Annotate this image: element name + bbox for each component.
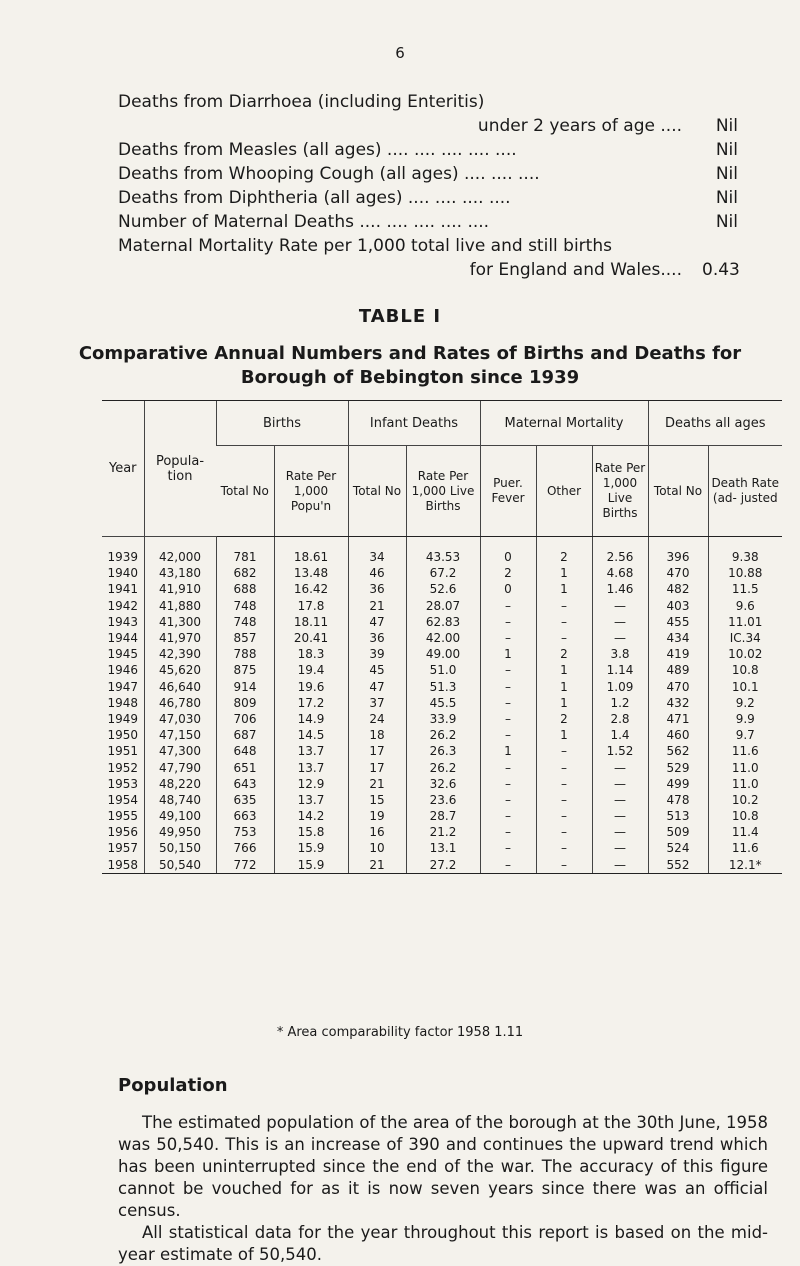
cell-year: 1957 (107, 841, 139, 856)
cell-infant-total: 37 (348, 695, 406, 711)
col-other-header: Other (536, 446, 592, 537)
cell-infant-total: 17 (348, 743, 406, 759)
cell-infant-rate: 67.2 (406, 565, 480, 581)
cell-maternal-rate: 4.68 (592, 565, 648, 581)
stat-value: Nil (715, 140, 738, 160)
cell-death-rate: 10.88 (708, 565, 782, 581)
cell-death-rate: 9.38 (708, 537, 782, 566)
cell-infant-total: 34 (348, 537, 406, 566)
cell-infant-total: 39 (348, 646, 406, 662)
cell-population: 43,180 (144, 565, 216, 581)
cell-population: 49,100 (144, 808, 216, 824)
cell-infant-total: 16 (348, 824, 406, 840)
cell-births-total: 651 (216, 759, 274, 775)
cell-maternal-rate: — (592, 598, 648, 614)
cell-other: 1 (536, 565, 592, 581)
cell-puer-fever: – (480, 792, 536, 808)
cell-births-rate: 15.8 (274, 824, 348, 840)
col-infant-rate-header: Rate Per 1,000 Live Births (406, 446, 480, 537)
stat-label: Deaths from Measles (all ages) .... .... .... .... .... (118, 140, 517, 160)
cell-deaths-total: 455 (648, 614, 708, 630)
population-text (118, 1112, 768, 1266)
cell-infant-rate: 49.00 (406, 646, 480, 662)
stat-line (118, 90, 738, 114)
cell-other: – (536, 743, 592, 759)
cell-death-rate: IC.34 (708, 630, 782, 646)
cell-population: 49,950 (144, 824, 216, 840)
table-row (102, 695, 782, 711)
cell-infant-total: 36 (348, 630, 406, 646)
cell-other: – (536, 857, 592, 874)
cell-infant-rate: 52.6 (406, 581, 480, 597)
cell-infant-total: 10 (348, 840, 406, 856)
cell-infant-total: 24 (348, 711, 406, 727)
cell-puer-fever: – (480, 711, 536, 727)
cell-infant-total: 15 (348, 792, 406, 808)
cell-population: 42,390 (144, 646, 216, 662)
cell-year: 1949 (107, 711, 139, 726)
cell-death-rate: 10.8 (708, 808, 782, 824)
cell-death-rate: 11.6 (708, 840, 782, 856)
cell-deaths-total: 499 (648, 776, 708, 792)
stat-label: Maternal Mortality Rate per 1,000 total live and still births (118, 236, 612, 256)
cell-deaths-total: 562 (648, 743, 708, 759)
cell-deaths-total: 432 (648, 695, 708, 711)
stat-label: Deaths from Whooping Cough (all ages) .... .... .... (118, 164, 540, 184)
col-death-rate-header: Death Rate (ad- justed (708, 446, 782, 537)
cell-births-rate: 15.9 (274, 840, 348, 856)
population-paragraph: All statistical data for the year throughout this report is based on the mid-year estimate of 50,540. (118, 1223, 768, 1264)
cell-year: 1942 (107, 598, 139, 613)
cell-puer-fever: – (480, 759, 536, 775)
cell-deaths-total: 513 (648, 808, 708, 824)
stat-label: for England and Wales.... (469, 260, 682, 280)
cell-year: 1946 (107, 663, 139, 678)
cell-births-total: 753 (216, 824, 274, 840)
cell-births-rate: 14.5 (274, 727, 348, 743)
cell-infant-rate: 45.5 (406, 695, 480, 711)
cell-population: 50,540 (144, 857, 216, 874)
cell-puer-fever: – (480, 776, 536, 792)
cell-puer-fever: – (480, 630, 536, 646)
cell-maternal-rate: — (592, 857, 648, 874)
cell-deaths-total: 403 (648, 598, 708, 614)
cell-puer-fever: – (480, 808, 536, 824)
cell-other: 1 (536, 581, 592, 597)
table-row (102, 759, 782, 775)
cell-infant-total: 17 (348, 759, 406, 775)
cell-births-total: 809 (216, 695, 274, 711)
mortality-statistics (118, 90, 738, 282)
table-row (102, 662, 782, 678)
cell-births-rate: 15.9 (274, 857, 348, 874)
cell-births-total: 914 (216, 679, 274, 695)
cell-death-rate: 12.1* (708, 857, 782, 874)
cell-other: 1 (536, 662, 592, 678)
group-deaths-all-ages-header: Deaths all ages (648, 401, 782, 446)
cell-maternal-rate: — (592, 630, 648, 646)
stat-value (702, 90, 738, 114)
population-paragraph: The estimated population of the area of the borough at the 30th June, 1958 was 50,540. This is an increase of 390 and continues the upward trend which has been uninterrupted since the end of the war. The accuracy of this figure cannot be vouched for as it is now seven years since there was an official census. (118, 1113, 768, 1220)
cell-puer-fever: – (480, 679, 536, 695)
cell-puer-fever: – (480, 614, 536, 630)
cell-births-rate: 13.48 (274, 565, 348, 581)
cell-births-rate: 14.2 (274, 808, 348, 824)
group-births-header: Births (216, 401, 348, 446)
cell-other: – (536, 840, 592, 856)
cell-maternal-rate: 1.2 (592, 695, 648, 711)
table-row (102, 581, 782, 597)
cell-births-total: 781 (216, 537, 274, 566)
cell-year: 1953 (107, 776, 139, 791)
cell-infant-rate: 42.00 (406, 630, 480, 646)
cell-births-total: 772 (216, 857, 274, 874)
cell-population: 41,880 (144, 598, 216, 614)
table-row (102, 679, 782, 695)
stat-label: under 2 years of age .... (477, 116, 682, 136)
cell-infant-total: 36 (348, 581, 406, 597)
cell-death-rate: 11.01 (708, 614, 782, 630)
cell-deaths-total: 471 (648, 711, 708, 727)
cell-infant-rate: 27.2 (406, 857, 480, 874)
cell-deaths-total: 524 (648, 840, 708, 856)
cell-death-rate: 9.7 (708, 727, 782, 743)
cell-death-rate: 11.0 (708, 759, 782, 775)
cell-infant-rate: 26.2 (406, 727, 480, 743)
cell-year: 1951 (107, 744, 139, 759)
cell-infant-total: 46 (348, 565, 406, 581)
cell-other: 2 (536, 537, 592, 566)
cell-maternal-rate: 1.52 (592, 743, 648, 759)
cell-births-rate: 19.6 (274, 679, 348, 695)
cell-maternal-rate: 3.8 (592, 646, 648, 662)
cell-births-total: 748 (216, 598, 274, 614)
cell-other: – (536, 759, 592, 775)
cell-births-rate: 20.41 (274, 630, 348, 646)
cell-year: 1941 (107, 582, 139, 597)
table-row (102, 857, 782, 874)
cell-infant-rate: 43.53 (406, 537, 480, 566)
group-maternal-mortality-header: Maternal Mortality (480, 401, 648, 446)
stat-label: Deaths from Diphtheria (all ages) .... .... .... .... (118, 188, 511, 208)
cell-infant-rate: 32.6 (406, 776, 480, 792)
cell-year: 1950 (107, 728, 139, 743)
table-row (102, 840, 782, 856)
col-deaths-total-header: Total No (648, 446, 708, 537)
cell-maternal-rate: 1.09 (592, 679, 648, 695)
cell-deaths-total: 470 (648, 679, 708, 695)
stat-line (118, 210, 738, 234)
cell-infant-rate: 26.3 (406, 743, 480, 759)
cell-deaths-total: 552 (648, 857, 708, 874)
cell-infant-total: 18 (348, 727, 406, 743)
col-population-header: Popula- tion (144, 401, 216, 537)
cell-infant-rate: 13.1 (406, 840, 480, 856)
cell-puer-fever: – (480, 695, 536, 711)
cell-births-total: 706 (216, 711, 274, 727)
cell-infant-rate: 33.9 (406, 711, 480, 727)
cell-other: 2 (536, 646, 592, 662)
cell-puer-fever: – (480, 662, 536, 678)
cell-births-rate: 19.4 (274, 662, 348, 678)
cell-deaths-total: 482 (648, 581, 708, 597)
cell-births-rate: 18.3 (274, 646, 348, 662)
stat-value: Nil (715, 188, 738, 208)
cell-births-rate: 17.8 (274, 598, 348, 614)
cell-population: 50,150 (144, 840, 216, 856)
cell-population: 47,030 (144, 711, 216, 727)
cell-deaths-total: 470 (648, 565, 708, 581)
cell-year: 1952 (107, 760, 139, 775)
cell-infant-rate: 23.6 (406, 792, 480, 808)
population-heading: Population (118, 1075, 228, 1096)
cell-maternal-rate: — (592, 776, 648, 792)
col-puer-fever-header: Puer. Fever (480, 446, 536, 537)
col-births-rate-header: Rate Per 1,000 Popu'n (274, 446, 348, 537)
cell-puer-fever: – (480, 598, 536, 614)
cell-population: 47,150 (144, 727, 216, 743)
cell-death-rate: 10.8 (708, 662, 782, 678)
cell-population: 47,300 (144, 743, 216, 759)
cell-births-rate: 18.61 (274, 537, 348, 566)
cell-births-rate: 13.7 (274, 792, 348, 808)
cell-deaths-total: 529 (648, 759, 708, 775)
table-row (102, 808, 782, 824)
cell-births-total: 643 (216, 776, 274, 792)
cell-deaths-total: 419 (648, 646, 708, 662)
cell-maternal-rate: 2.56 (592, 537, 648, 566)
stat-label: Deaths from Diarrhoea (including Enteritis) (118, 92, 485, 112)
stat-value: Nil (715, 212, 738, 232)
cell-maternal-rate: — (592, 840, 648, 856)
cell-other: 1 (536, 695, 592, 711)
cell-infant-total: 47 (348, 679, 406, 695)
stat-value: 0.43 (702, 260, 740, 280)
cell-maternal-rate: 2.8 (592, 711, 648, 727)
cell-infant-rate: 62.83 (406, 614, 480, 630)
cell-infant-total: 21 (348, 776, 406, 792)
cell-deaths-total: 478 (648, 792, 708, 808)
cell-other: – (536, 776, 592, 792)
cell-other: – (536, 630, 592, 646)
page-number: 6 (395, 44, 405, 62)
cell-death-rate: 11.0 (708, 776, 782, 792)
table-subtitle: Comparative Annual Numbers and Rates of Births and Deaths for Borough of Bebington since 1939 (78, 343, 742, 388)
cell-death-rate: 9.9 (708, 711, 782, 727)
cell-births-total: 648 (216, 743, 274, 759)
cell-births-total: 766 (216, 840, 274, 856)
cell-year: 1944 (107, 631, 139, 646)
cell-infant-rate: 21.2 (406, 824, 480, 840)
cell-year: 1948 (107, 695, 139, 710)
stat-line (118, 234, 738, 258)
cell-population: 46,780 (144, 695, 216, 711)
cell-births-total: 748 (216, 614, 274, 630)
cell-births-rate: 12.9 (274, 776, 348, 792)
cell-year: 1940 (107, 566, 139, 581)
cell-infant-total: 21 (348, 857, 406, 874)
cell-other: – (536, 792, 592, 808)
cell-deaths-total: 489 (648, 662, 708, 678)
cell-year: 1945 (107, 647, 139, 662)
cell-year: 1958 (102, 857, 144, 874)
cell-births-rate: 13.7 (274, 759, 348, 775)
cell-other: – (536, 824, 592, 840)
cell-death-rate: 10.1 (708, 679, 782, 695)
cell-births-rate: 18.11 (274, 614, 348, 630)
cell-births-total: 788 (216, 646, 274, 662)
stat-line (118, 186, 738, 210)
cell-maternal-rate: — (592, 759, 648, 775)
cell-puer-fever: 0 (480, 537, 536, 566)
cell-puer-fever: 1 (480, 646, 536, 662)
cell-death-rate: 9.2 (708, 695, 782, 711)
cell-year: 1947 (107, 679, 139, 694)
cell-population: 48,740 (144, 792, 216, 808)
group-infant-deaths-header: Infant Deaths (348, 401, 480, 446)
cell-death-rate: 11.5 (708, 581, 782, 597)
cell-year: 1956 (107, 825, 139, 840)
cell-births-total: 857 (216, 630, 274, 646)
table-row (102, 630, 782, 646)
cell-births-rate: 16.42 (274, 581, 348, 597)
cell-births-rate: 13.7 (274, 743, 348, 759)
table-row (102, 776, 782, 792)
stat-line (118, 162, 738, 186)
col-infant-total-header: Total No (348, 446, 406, 537)
cell-maternal-rate: — (592, 614, 648, 630)
cell-births-total: 688 (216, 581, 274, 597)
cell-population: 48,220 (144, 776, 216, 792)
cell-births-rate: 14.9 (274, 711, 348, 727)
cell-infant-total: 45 (348, 662, 406, 678)
cell-deaths-total: 396 (648, 537, 708, 566)
table-row (102, 646, 782, 662)
cell-population: 42,000 (144, 537, 216, 566)
cell-births-rate: 17.2 (274, 695, 348, 711)
cell-puer-fever: 2 (480, 565, 536, 581)
cell-puer-fever: – (480, 840, 536, 856)
cell-population: 41,910 (144, 581, 216, 597)
cell-year: 1943 (107, 614, 139, 629)
cell-births-total: 663 (216, 808, 274, 824)
cell-maternal-rate: — (592, 808, 648, 824)
stat-value (702, 234, 738, 258)
cell-death-rate: 10.2 (708, 792, 782, 808)
col-year-header: Year (102, 401, 144, 537)
stat-line (118, 114, 738, 138)
cell-maternal-rate: 1.14 (592, 662, 648, 678)
cell-infant-rate: 51.0 (406, 662, 480, 678)
table-row (102, 537, 782, 566)
col-births-total-header: Total No (216, 446, 274, 537)
cell-infant-total: 19 (348, 808, 406, 824)
table-row (102, 824, 782, 840)
births-deaths-table (102, 400, 782, 874)
cell-death-rate: 11.6 (708, 743, 782, 759)
stat-value: Nil (715, 116, 738, 136)
table-row (102, 727, 782, 743)
cell-year: 1955 (107, 809, 139, 824)
cell-other: – (536, 598, 592, 614)
table-row (102, 711, 782, 727)
cell-maternal-rate: 1.4 (592, 727, 648, 743)
stat-line (118, 258, 738, 282)
cell-infant-rate: 26.2 (406, 759, 480, 775)
cell-puer-fever: 1 (480, 743, 536, 759)
cell-population: 45,620 (144, 662, 216, 678)
footnote: * Area comparability factor 1958 1.11 (276, 1025, 524, 1040)
cell-puer-fever: – (480, 727, 536, 743)
cell-other: – (536, 808, 592, 824)
cell-deaths-total: 509 (648, 824, 708, 840)
stat-label: Number of Maternal Deaths .... .... .... .... .... (118, 212, 490, 232)
cell-puer-fever: – (480, 824, 536, 840)
cell-births-total: 635 (216, 792, 274, 808)
cell-infant-total: 47 (348, 614, 406, 630)
cell-infant-rate: 51.3 (406, 679, 480, 695)
cell-maternal-rate: — (592, 792, 648, 808)
cell-population: 41,970 (144, 630, 216, 646)
table-title: TABLE I (358, 306, 442, 327)
table-body (102, 537, 782, 874)
cell-births-total: 875 (216, 662, 274, 678)
stat-line (118, 138, 738, 162)
cell-population: 46,640 (144, 679, 216, 695)
cell-deaths-total: 460 (648, 727, 708, 743)
cell-other: 1 (536, 727, 592, 743)
cell-other: 2 (536, 711, 592, 727)
cell-population: 47,790 (144, 759, 216, 775)
cell-other: 1 (536, 679, 592, 695)
cell-population: 41,300 (144, 614, 216, 630)
table-row (102, 598, 782, 614)
cell-births-total: 682 (216, 565, 274, 581)
cell-other: – (536, 614, 592, 630)
cell-deaths-total: 434 (648, 630, 708, 646)
cell-infant-rate: 28.7 (406, 808, 480, 824)
table-row (102, 565, 782, 581)
cell-death-rate: 10.02 (708, 646, 782, 662)
cell-puer-fever: – (480, 857, 536, 874)
cell-death-rate: 9.6 (708, 598, 782, 614)
table-row (102, 792, 782, 808)
col-maternal-rate-header: Rate Per 1,000 Live Births (592, 446, 648, 537)
table-row (102, 614, 782, 630)
cell-year: 1939 (107, 550, 139, 565)
cell-infant-rate: 28.07 (406, 598, 480, 614)
cell-year: 1954 (107, 792, 139, 807)
cell-maternal-rate: — (592, 824, 648, 840)
cell-infant-total: 21 (348, 598, 406, 614)
cell-puer-fever: 0 (480, 581, 536, 597)
cell-death-rate: 11.4 (708, 824, 782, 840)
cell-maternal-rate: 1.46 (592, 581, 648, 597)
table-row (102, 743, 782, 759)
stat-value: Nil (715, 164, 738, 184)
cell-births-total: 687 (216, 727, 274, 743)
